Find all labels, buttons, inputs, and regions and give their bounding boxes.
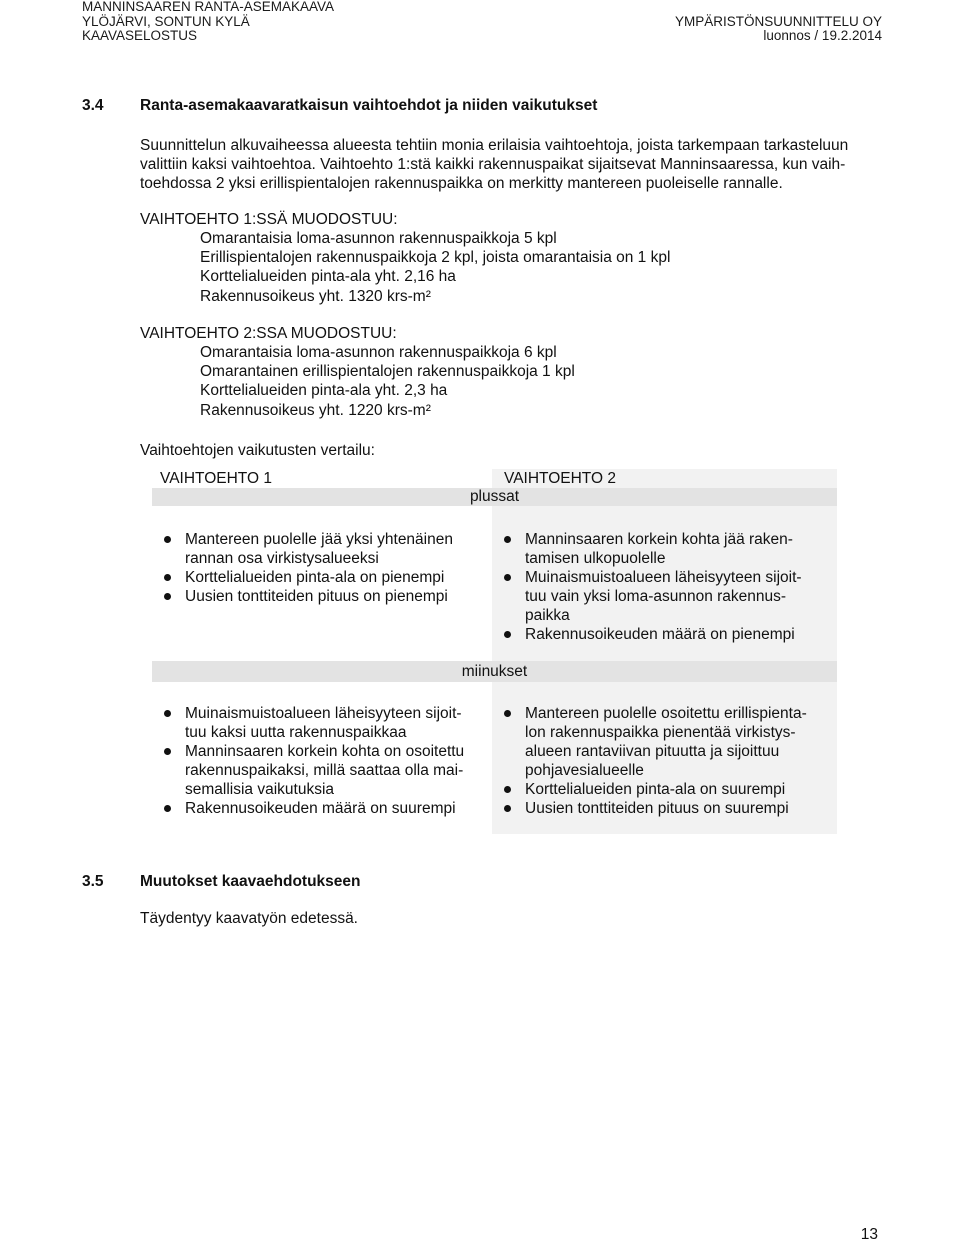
list-item-line: alueen rantaviivan pituutta ja sijoittuu: [525, 743, 780, 760]
list-item-line: Mantereen puolelle jää yksi yhtenäinen: [185, 531, 453, 548]
cons-band: miinukset: [152, 661, 837, 682]
option1-line: Omarantaisia loma-asunnon rakennuspaikkoja 5 kpl: [200, 230, 557, 247]
list-item-line: pohjavesialueelle: [525, 762, 644, 779]
cons-option1-list: [152, 704, 464, 818]
section-title: Muutokset kaavaehdotukseen: [140, 873, 361, 890]
option2-heading: VAIHTOEHTO 2:SSA MUODOSTUU:: [140, 325, 397, 342]
cons-option2-list: [492, 704, 807, 818]
list-item: [152, 704, 464, 742]
cons-option1-cell: [152, 682, 492, 834]
list-item-line: Uusien tonttiteiden pituus on suurempi: [525, 800, 789, 817]
bullet-icon: [164, 574, 171, 581]
list-item-line: rannan osa virkistysalueeksi: [185, 550, 379, 567]
header-location: YLÖJÄRVI, SONTUN KYLÄ: [82, 13, 250, 29]
section-3-5-text: [140, 909, 900, 928]
list-item-line: rakennuspaikaksi, millä saattaa olla mai-: [185, 762, 464, 779]
list-item-line: semallisia vaikutuksia: [185, 781, 335, 798]
section-3-4-heading: [82, 97, 597, 115]
pros-option1-list: [152, 530, 453, 606]
list-item: [492, 530, 802, 568]
section-number: 3.5: [82, 873, 104, 890]
page-number: 13: [860, 1226, 878, 1243]
bullet-icon: [504, 710, 511, 717]
column-header-option1: VAIHTOEHTO 1: [152, 469, 492, 488]
section-3-5-heading: [82, 873, 361, 891]
list-item-line: Muinaismuistoalueen läheisyyteen sijoit-: [185, 705, 462, 722]
list-item-line: Mantereen puolelle osoitettu erillispienta-: [525, 705, 807, 722]
intro-line: valittiin kaksi vaihtoehtoa. Vaihtoehto 1:stä kaikki rakennuspaikat sijaitsevat Manninsaaressa, kun vaih-: [140, 156, 846, 173]
list-item: [492, 704, 807, 780]
column-header-option2: VAIHTOEHTO 2: [492, 469, 837, 488]
option1-heading: VAIHTOEHTO 1:SSÄ MUODOSTUU:: [140, 211, 398, 228]
bullet-icon: [164, 748, 171, 755]
pros-option2-cell: [492, 506, 837, 661]
list-item-line: lon rakennuspaikka pienentää virkistys-: [525, 724, 796, 741]
section-title: Ranta-asemakaavaratkaisun vaihtoehdot ja niiden vaikutukset: [140, 97, 598, 114]
cons-option2-cell: [492, 682, 837, 834]
list-item: [492, 780, 807, 799]
option2-list: [200, 344, 575, 422]
option1-line: Erillispientalojen rakennuspaikkoja 2 kpl, joista omarantaisia on 1 kpl: [200, 248, 671, 266]
list-item-line: paikka: [525, 607, 570, 624]
bullet-icon: [504, 574, 511, 581]
list-item-line: tuu vain yksi loma-asunnon rakennus-: [525, 588, 787, 605]
header-plan-name: MANNINSAAREN RANTA-ASEMAKAAVA: [82, 0, 335, 14]
section-number: 3.4: [82, 97, 104, 114]
list-item-line: Rakennusoikeuden määrä on pienempi: [525, 626, 795, 643]
list-item: [152, 587, 453, 606]
list-item-line: Muinaismuistoalueen läheisyyteen sijoit-: [525, 569, 802, 586]
option1-list: [200, 230, 670, 308]
list-item-line: Manninsaaren korkein kohta on osoitettu: [185, 743, 465, 760]
list-item: [492, 568, 802, 625]
list-item-line: Korttelialueiden pinta-ala on suurempi: [525, 781, 786, 798]
header-company: YMPÄRISTÖNSUUNNITTELU OY: [674, 13, 882, 29]
list-item: [152, 742, 464, 799]
bullet-icon: [164, 593, 171, 600]
intro-line: Suunnittelun alkuvaiheessa alueesta tehtiin monia erilaisia vaihtoehtoja, joista tarkempaan tarkasteluun: [140, 137, 849, 154]
list-item: [152, 530, 453, 568]
header-left: [82, 0, 334, 44]
bullet-icon: [504, 786, 511, 793]
header-right: [675, 0, 882, 44]
list-item: [492, 625, 802, 644]
option1-line: Rakennusoikeus yht. 1320 krs-m²: [200, 288, 431, 306]
option2-line: Omarantaisia loma-asunnon rakennuspaikkoja 6 kpl: [200, 344, 557, 361]
header-doc-type: KAAVASELOSTUS: [82, 28, 198, 43]
option2-line: Rakennusoikeus yht. 1220 krs-m²: [200, 402, 431, 420]
list-item-line: Manninsaaren korkein kohta jää raken-: [525, 531, 793, 548]
intro-line: toehdossa 2 yksi erillispientalojen rakennuspaikka on merkitty mantereen puoleiselle rannalle.: [140, 175, 783, 192]
comparison-title: Vaihtoehtojen vaikutusten vertailu:: [140, 442, 375, 459]
list-item: [492, 799, 807, 818]
pros-band: plussat: [152, 488, 837, 506]
list-item-line: tuu kaksi uutta rakennuspaikkaa: [185, 724, 407, 741]
list-item-line: Uusien tonttiteiden pituus on pienempi: [185, 588, 448, 605]
body-text: Täydentyy kaavatyön edetessä.: [140, 910, 358, 927]
bullet-icon: [504, 536, 511, 543]
header-draft-date: luonnos / 19.2.2014: [763, 28, 882, 43]
list-item: [152, 568, 453, 587]
option2-line: Omarantainen erillispientalojen rakennuspaikkoja 1 kpl: [200, 362, 575, 380]
bullet-icon: [164, 536, 171, 543]
pros-option2-list: [492, 530, 802, 644]
list-item: [152, 799, 464, 818]
intro-paragraph: [140, 136, 900, 193]
list-item-line: tamisen ulkopuolelle: [525, 550, 666, 567]
list-item-line: Rakennusoikeuden määrä on suurempi: [185, 800, 456, 817]
option1-line: Korttelialueiden pinta-ala yht. 2,16 ha: [200, 267, 456, 285]
bullet-icon: [504, 805, 511, 812]
pros-option1-cell: [152, 506, 492, 661]
bullet-icon: [164, 710, 171, 717]
bullet-icon: [504, 631, 511, 638]
option2-line: Korttelialueiden pinta-ala yht. 2,3 ha: [200, 381, 448, 399]
list-item-line: Korttelialueiden pinta-ala on pienempi: [185, 569, 445, 586]
bullet-icon: [164, 805, 171, 812]
